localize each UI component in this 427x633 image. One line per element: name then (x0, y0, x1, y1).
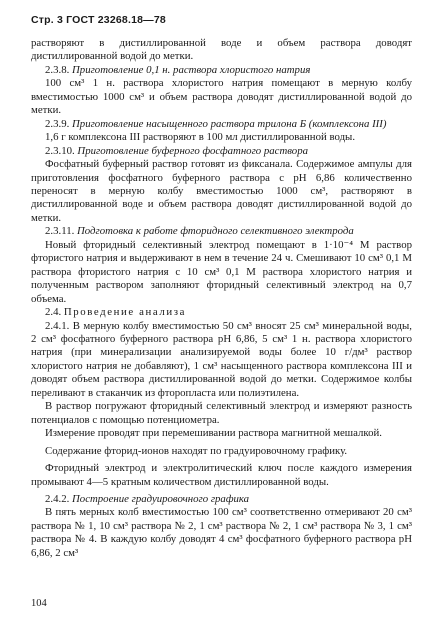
heading-number: 2.3.10. (45, 144, 75, 157)
document-body (31, 37, 412, 560)
paragraph-2-3-10: Фосфатный буферный раствор готовят из фиксанала. Содержимое ампулы для приготовления фосфатного буферного раствора с pH 6,86 количественно переносят в мерную колбу вместимостью 1000 см³, растворяют в дистиллированной воде и объем раствора доводят дистиллированной водой до метки. (31, 158, 412, 224)
paragraph-stirring: Измерение проводят при перемешивании раствора магнитной мешалкой. (45, 427, 382, 440)
section-heading-2-4 (31, 306, 412, 319)
heading-2-4-2 (31, 493, 412, 506)
paragraph-electrode: В раствор погружают фторидный селективный электрод и измеряют разность потенциалов с помощью потенциометра. (31, 400, 412, 426)
document-page (31, 12, 412, 560)
heading-2-3-8 (31, 64, 412, 77)
heading-title: Приготовление буферного фосфатного раствора (77, 144, 309, 157)
page-number: 104 (31, 598, 47, 609)
section-number: 2.4. (45, 306, 62, 319)
heading-title: Приготовление 0,1 н. раствора хлористого натрия (72, 63, 311, 76)
paragraph-2-4-2: В пять мерных колб вместимостью 100 см³ соответственно отмеривают 20 см³ раствора № 1, 10 см³ раствора № 2, 1 см³ раствора № 2, 1 см³ раствора № 3, 1 см³ раствора № 4. В каждую колбу доводят 4 см³ фосфатного буферного раствора pH 6,86, 2 см³ (31, 506, 412, 559)
paragraph-2-3-11: Новый фторидный селективный электрод помещают в 1·10⁻⁴ М раствор фтористого натрия и выдерживают в нем в течение 24 ч. Смешивают 10 см³ 0,1 М раствора фтористого натрия с 10 см³ 0,1 М раствора хлористого натрия и полученным раствором заполняют фторидный селективный электрод на 0,7 объема. (31, 238, 412, 305)
section-title: Проведение анализа (63, 306, 186, 319)
paragraph-fluoride-content: Содержание фторид-ионов находят по градуировочному графику. (45, 444, 348, 457)
heading-number: 2.3.11. (45, 225, 75, 238)
heading-2-3-9 (31, 118, 412, 131)
heading-title: Подготовка к работе фторидного селективного электрода (77, 225, 354, 238)
paragraph-2-3-8: 100 см³ 1 н. раствора хлористого натрия помещают в мерную колбу вместимостью 1000 см³ и объем раствора доводят дистиллированной водой до метки. (31, 77, 412, 117)
heading-number: 2.3.8. (45, 63, 70, 76)
page-header: Стр. 3 ГОСТ 23268.18—78 (31, 14, 166, 26)
paragraph-2-4-1: 2.4.1. В мерную колбу вместимостью 50 см³ вносят 25 см³ минеральной воды, 2 см³ фосфатного буферного раствора pH 6,86, 5 см³ 1 н. раствора хлористого натрия (при минерализации анализируемой воды более 10 г/дм³ раствор хлористого натрия не добавляют), 1 см³ насыщенного раствора комплексона III и доводят объем раствора дистиллированной водой до метки. Содержимое колбы переливают в стаканчик из фторопласта или полиэтилена. (31, 319, 412, 399)
heading-title: Построение градуировочного графика (72, 492, 250, 505)
heading-title: Приготовление насыщенного раствора трилона Б (комплексона III) (72, 117, 387, 130)
paragraph-2-3-9: 1,6 г комплексона III растворяют в 100 мл дистиллированной воды. (45, 131, 356, 144)
paragraph-continuation: растворяют в дистиллированной воде и объем раствора доводят дистиллированной водой до метки. (31, 37, 412, 63)
heading-2-3-11 (31, 225, 412, 238)
heading-number: 2.4.2. (45, 492, 70, 505)
heading-number: 2.3.9. (45, 117, 70, 130)
paragraph-rinse: Фторидный электрод и электролитический ключ после каждого измерения промывают 4—5 кратным количеством дистиллированной воды. (31, 462, 412, 488)
heading-2-3-10 (31, 145, 412, 158)
